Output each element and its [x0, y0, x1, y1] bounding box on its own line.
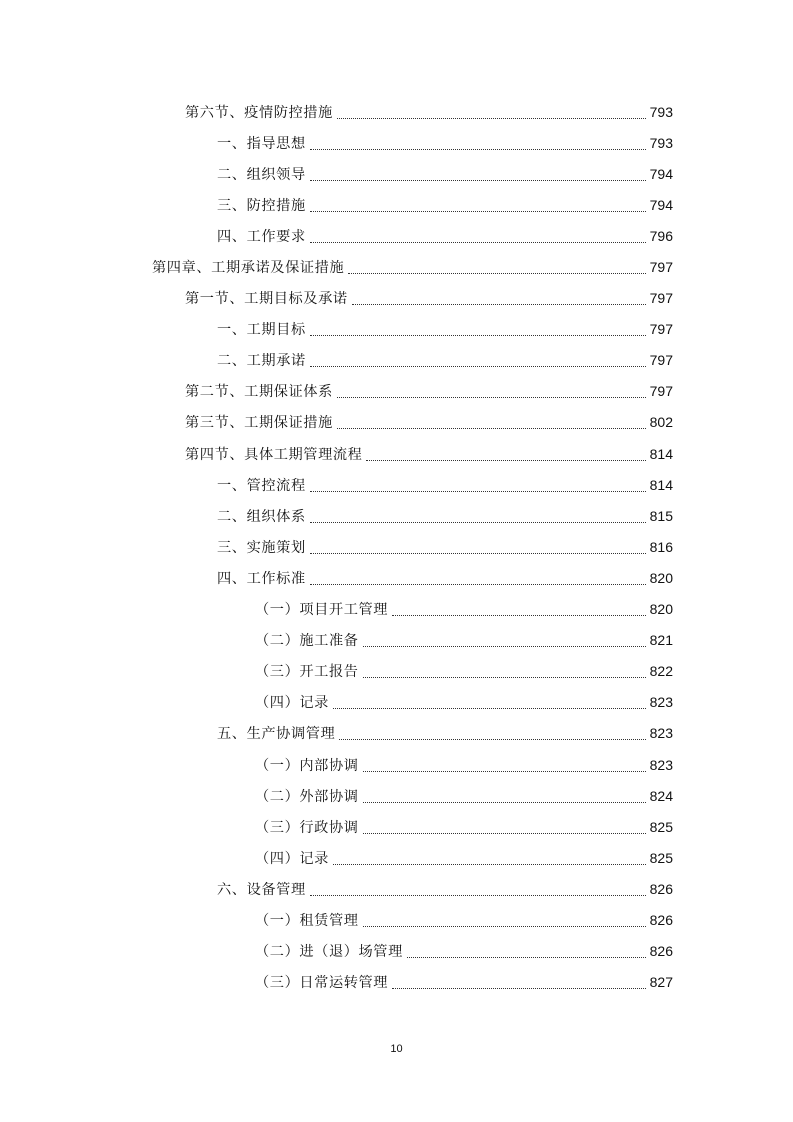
toc-entry-title: （一）项目开工管理 [255, 602, 389, 619]
toc-dot-leader [363, 832, 646, 834]
toc-dot-leader [363, 676, 646, 678]
toc-entry[interactable] [0, 562, 793, 593]
toc-entry-page: 821 [649, 632, 673, 649]
toc-dot-leader [337, 396, 646, 398]
toc-dot-leader [348, 272, 645, 274]
toc-entry-title: 三、防控措施 [217, 197, 306, 214]
toc-entry-page: 823 [649, 756, 673, 773]
toc-dot-leader [310, 521, 646, 523]
toc-dot-leader [310, 148, 646, 150]
toc-entry-title: （二）施工准备 [255, 633, 359, 650]
toc-entry-page: 816 [649, 538, 673, 555]
toc-entry[interactable] [0, 811, 793, 842]
toc-entry[interactable] [0, 96, 793, 127]
toc-dot-leader [352, 303, 646, 305]
toc-entry-title: 二、组织体系 [217, 508, 306, 525]
toc-entry-page: 793 [649, 134, 673, 151]
toc-entry-page: 814 [649, 445, 673, 462]
toc-entry-title: （四）记录 [255, 850, 329, 867]
toc-dot-leader [363, 801, 646, 803]
toc-entry[interactable] [0, 127, 793, 158]
toc-entry-title: （一）租赁管理 [255, 912, 359, 929]
toc-entry-title: 四、工作要求 [217, 228, 306, 245]
toc-entry-page: 796 [649, 227, 673, 244]
toc-entry[interactable] [0, 904, 793, 935]
toc-entry-title: 二、工期承诺 [217, 353, 306, 370]
toc-dot-leader [363, 925, 646, 927]
toc-dot-leader [363, 645, 646, 647]
toc-entry[interactable] [0, 251, 793, 282]
toc-entry[interactable] [0, 749, 793, 780]
toc-entry-title: 六、设备管理 [217, 881, 306, 898]
toc-dot-leader [407, 956, 646, 958]
toc-entry-title: 一、工期目标 [217, 322, 306, 339]
toc-entry-page: 793 [649, 103, 673, 120]
toc-entry[interactable] [0, 500, 793, 531]
toc-entry[interactable] [0, 718, 793, 749]
toc-dot-leader [310, 894, 646, 896]
toc-dot-leader [310, 210, 646, 212]
toc-dot-leader [310, 365, 646, 367]
toc-entry-page: 797 [649, 383, 673, 400]
toc-entry-page: 802 [649, 414, 673, 431]
toc-entry[interactable] [0, 407, 793, 438]
toc-entry-title: 第六节、疫情防控措施 [185, 104, 333, 121]
toc-entry-page: 823 [649, 725, 673, 742]
toc-entry-title: 第四节、具体工期管理流程 [185, 446, 363, 463]
toc-entry-title: （三）日常运转管理 [255, 975, 389, 992]
toc-entry-title: （四）记录 [255, 695, 329, 712]
toc-dot-leader [310, 583, 646, 585]
toc-entry-title: 第四章、工期承诺及保证措施 [152, 260, 345, 277]
toc-entry-title: 四、工作标准 [217, 570, 306, 587]
toc-entry[interactable] [0, 936, 793, 967]
toc-entry-page: 822 [649, 663, 673, 680]
toc-entry[interactable] [0, 438, 793, 469]
toc-dot-leader [392, 987, 646, 989]
toc-entry-title: 第三节、工期保证措施 [185, 415, 333, 432]
toc-dot-leader [392, 614, 646, 616]
toc-dot-leader [366, 459, 645, 461]
toc-entry-title: 第一节、工期目标及承诺 [185, 291, 348, 308]
toc-dot-leader [310, 490, 646, 492]
toc-entry[interactable] [0, 345, 793, 376]
toc-entry-page: 820 [649, 569, 673, 586]
toc-entry-page: 826 [649, 943, 673, 960]
toc-entry-title: 二、组织领导 [217, 166, 306, 183]
toc-entry-title: 一、指导思想 [217, 135, 306, 152]
toc-entry[interactable] [0, 594, 793, 625]
toc-entry[interactable] [0, 873, 793, 904]
toc-entry[interactable] [0, 220, 793, 251]
toc-entry-title: 三、实施策划 [217, 539, 306, 556]
toc-entry-page: 827 [649, 974, 673, 991]
toc-entry-page: 826 [649, 880, 673, 897]
table-of-contents [0, 96, 793, 998]
toc-dot-leader [363, 770, 646, 772]
toc-entry[interactable] [0, 189, 793, 220]
toc-entry-page: 794 [649, 165, 673, 182]
toc-entry[interactable] [0, 376, 793, 407]
toc-dot-leader [310, 179, 646, 181]
toc-entry[interactable] [0, 158, 793, 189]
toc-entry-page: 820 [649, 601, 673, 618]
toc-entry-page: 797 [649, 259, 673, 276]
toc-entry[interactable] [0, 625, 793, 656]
toc-entry-title: 一、管控流程 [217, 477, 306, 494]
toc-entry[interactable] [0, 687, 793, 718]
toc-entry-page: 825 [649, 849, 673, 866]
toc-entry[interactable] [0, 967, 793, 998]
toc-entry-title: 第二节、工期保证体系 [185, 384, 333, 401]
toc-entry-title: 五、生产协调管理 [217, 726, 336, 743]
page-number: 10 [390, 1043, 403, 1055]
toc-dot-leader [337, 427, 646, 429]
toc-entry[interactable] [0, 314, 793, 345]
toc-entry-page: 823 [649, 694, 673, 711]
toc-entry[interactable] [0, 531, 793, 562]
toc-dot-leader [333, 707, 646, 709]
toc-entry-page: 794 [649, 196, 673, 213]
toc-entry[interactable] [0, 656, 793, 687]
toc-entry-page: 797 [649, 290, 673, 307]
toc-dot-leader [310, 552, 646, 554]
toc-entry-title: （二）进（退）场管理 [255, 944, 403, 961]
toc-entry[interactable] [0, 469, 793, 500]
toc-entry[interactable] [0, 842, 793, 873]
toc-entry-page: 825 [649, 818, 673, 835]
toc-entry-title: （三）开工报告 [255, 664, 359, 681]
toc-entry-title: （二）外部协调 [255, 788, 359, 805]
toc-dot-leader [337, 117, 646, 119]
toc-dot-leader [339, 738, 645, 740]
toc-dot-leader [310, 334, 646, 336]
toc-entry-page: 797 [649, 352, 673, 369]
toc-entry-page: 797 [649, 321, 673, 338]
toc-entry-title: （三）行政协调 [255, 819, 359, 836]
toc-entry-page: 815 [649, 507, 673, 524]
toc-entry[interactable] [0, 283, 793, 314]
toc-entry-page: 824 [649, 787, 673, 804]
toc-entry[interactable] [0, 780, 793, 811]
toc-entry-page: 826 [649, 911, 673, 928]
toc-entry-page: 814 [649, 476, 673, 493]
toc-entry-title: （一）内部协调 [255, 757, 359, 774]
toc-dot-leader [333, 863, 646, 865]
toc-dot-leader [310, 241, 646, 243]
